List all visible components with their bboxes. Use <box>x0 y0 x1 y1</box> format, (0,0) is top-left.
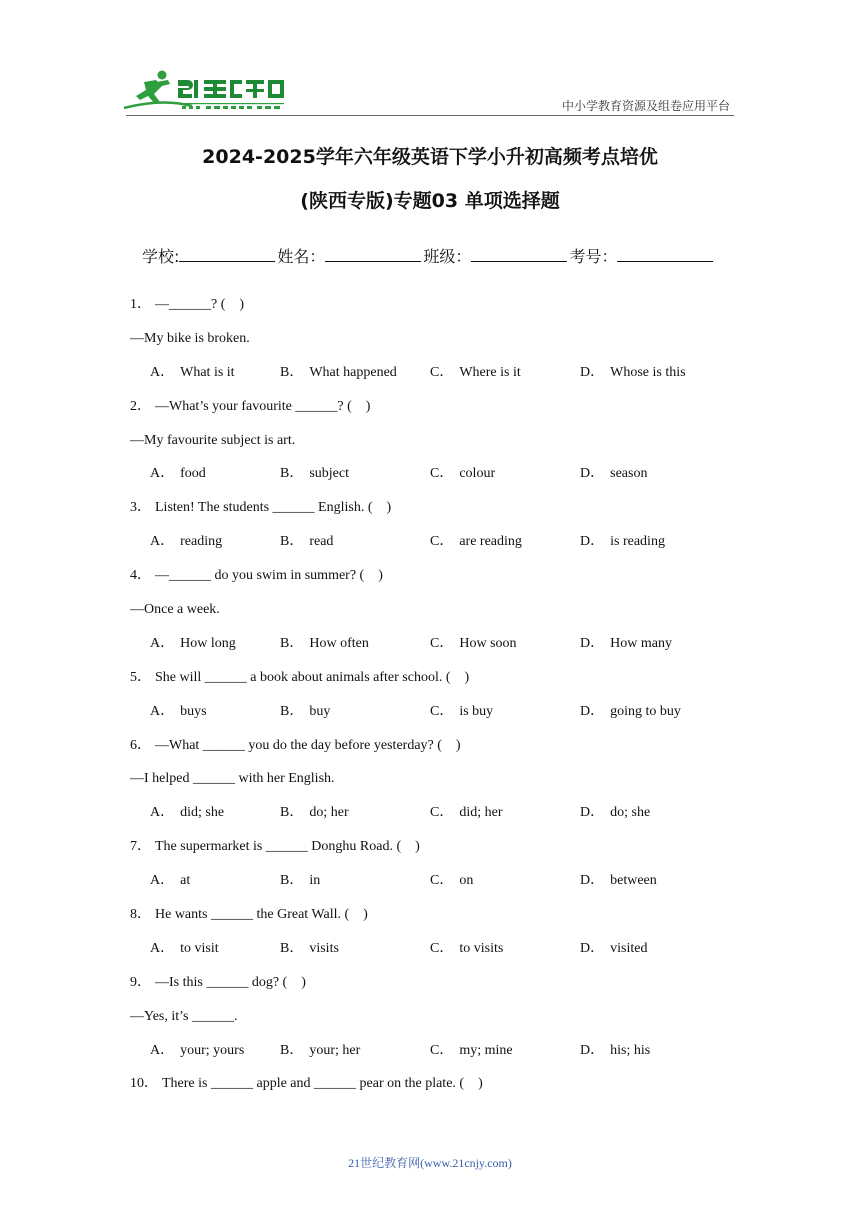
option-text: read <box>309 534 334 550</box>
option-letter: C． <box>430 805 454 821</box>
question-stem <box>130 974 730 1008</box>
question-text: —What ______ you do the day before yesterday? ( ) <box>155 737 461 753</box>
option-letter: C． <box>430 364 454 380</box>
option-text: Whose is this <box>610 364 686 380</box>
options-row <box>130 804 730 838</box>
options-row <box>130 872 730 906</box>
option-b[interactable] <box>280 635 369 653</box>
option-letter: A． <box>150 364 175 380</box>
student-info-row <box>142 244 715 267</box>
option-text: going to buy <box>610 703 681 719</box>
platform-name: 中小学教育资源及组卷应用平台 <box>561 99 730 113</box>
option-text: How often <box>309 635 369 651</box>
option-letter: B． <box>280 1042 304 1058</box>
option-letter: D． <box>580 635 605 651</box>
question-text: He wants ______ the Great Wall. ( ) <box>155 907 368 923</box>
option-text: is reading <box>610 534 665 550</box>
option-text: to visits <box>459 940 504 956</box>
question-text: She will ______ a book about animals after school. ( ) <box>155 669 470 685</box>
option-letter: B． <box>280 534 304 550</box>
option-letter: A． <box>150 805 175 821</box>
option-b[interactable] <box>280 872 320 890</box>
options-row <box>130 465 730 499</box>
question-stem <box>130 737 730 771</box>
option-letter: A． <box>150 873 175 889</box>
option-b[interactable] <box>280 1042 360 1060</box>
option-c[interactable] <box>430 703 493 721</box>
option-letter: C． <box>430 1042 454 1058</box>
option-text: visited <box>610 940 648 956</box>
question-stem <box>130 296 730 330</box>
option-text: How long <box>180 635 236 651</box>
name-field[interactable] <box>325 245 421 262</box>
option-letter: D． <box>580 805 605 821</box>
question-stem <box>130 1075 730 1109</box>
option-text: to visit <box>180 940 219 956</box>
option-d[interactable] <box>580 635 672 653</box>
option-c[interactable] <box>430 1042 513 1060</box>
number-label: 考号： <box>569 247 618 266</box>
option-c[interactable] <box>430 872 473 890</box>
options-row <box>130 1042 730 1076</box>
option-text: your; yours <box>180 1042 245 1058</box>
question-reply: —My bike is broken. <box>130 330 250 346</box>
option-letter: A． <box>150 635 175 651</box>
class-field[interactable] <box>471 245 567 262</box>
option-text: What happened <box>309 364 397 380</box>
option-a[interactable] <box>150 465 206 483</box>
option-d[interactable] <box>580 533 665 551</box>
option-d[interactable] <box>580 804 650 822</box>
school-field[interactable] <box>179 245 275 262</box>
option-text: do; her <box>309 805 349 821</box>
page-header <box>0 0 860 118</box>
question-stem <box>130 669 730 703</box>
question-stem <box>130 499 730 533</box>
option-letter: D． <box>580 940 605 956</box>
question-number: 1． <box>130 297 151 312</box>
option-letter: C． <box>430 940 454 956</box>
option-letter: C． <box>430 635 454 651</box>
option-a[interactable] <box>150 940 219 958</box>
question-text: —Is this ______ dog? ( ) <box>155 974 306 990</box>
question-number: 3． <box>130 500 151 516</box>
option-letter: B． <box>280 364 304 380</box>
option-letter: A． <box>150 940 175 956</box>
option-letter: B． <box>280 805 304 821</box>
option-text: season <box>610 466 648 482</box>
option-text: reading <box>180 534 223 550</box>
question-list <box>130 296 730 1109</box>
question-number: 6． <box>130 737 151 753</box>
option-c[interactable] <box>430 804 503 822</box>
page-footer: 21世纪教育网(www.21cnjy.com) <box>348 1156 512 1170</box>
options-row <box>130 364 730 398</box>
option-letter: A． <box>150 703 175 719</box>
option-c[interactable] <box>430 533 522 551</box>
option-a[interactable] <box>150 635 236 653</box>
question-reply: —Yes, it’s ______. <box>130 1008 238 1024</box>
options-row <box>130 940 730 974</box>
logo-21cnjy-icon <box>122 68 292 114</box>
option-b[interactable] <box>280 703 330 721</box>
option-letter: D． <box>580 1042 605 1058</box>
question-stem <box>130 567 730 601</box>
question-reply: —Once a week. <box>130 602 220 618</box>
option-a[interactable] <box>150 703 207 721</box>
option-text: his; his <box>610 1042 651 1058</box>
option-letter: C． <box>430 873 454 889</box>
option-b[interactable] <box>280 940 339 958</box>
option-d[interactable] <box>580 364 686 382</box>
option-b[interactable] <box>280 804 349 822</box>
options-row <box>130 703 730 737</box>
option-letter: C． <box>430 703 454 719</box>
option-text: Where is it <box>459 364 521 380</box>
option-letter: D． <box>580 873 605 889</box>
option-text: How soon <box>459 635 517 651</box>
question-reply: —I helped ______ with her English. <box>130 771 335 787</box>
option-letter: D． <box>580 466 605 482</box>
options-row <box>130 533 730 567</box>
option-text: my; mine <box>459 1042 513 1058</box>
option-text: buys <box>180 703 207 719</box>
option-b[interactable] <box>280 364 397 382</box>
option-a[interactable] <box>150 872 190 890</box>
option-a[interactable] <box>150 804 224 822</box>
option-letter: C． <box>430 466 454 482</box>
option-text: subject <box>309 466 349 482</box>
option-c[interactable] <box>430 465 495 483</box>
question-stem <box>130 838 730 872</box>
option-letter: C． <box>430 534 454 550</box>
option-letter: D． <box>580 534 605 550</box>
question-number: 5． <box>130 669 151 685</box>
page-title: 2024-2025学年六年级英语下学小升初高频考点培优 <box>202 146 658 168</box>
question-text: —What’s your favourite ______? ( ) <box>155 398 371 414</box>
question-text: —______ do you swim in summer? ( ) <box>155 568 383 584</box>
option-a[interactable] <box>150 364 235 382</box>
option-letter: B． <box>280 466 304 482</box>
option-letter: A． <box>150 1042 175 1058</box>
question-text: Listen! The students ______ English. ( ) <box>155 500 392 516</box>
option-letter: B． <box>280 703 304 719</box>
option-c[interactable] <box>430 364 521 382</box>
name-label: 姓名： <box>277 247 326 266</box>
option-text: colour <box>459 466 496 482</box>
question-number: 10． <box>130 1076 158 1092</box>
option-text: did; her <box>459 805 503 821</box>
class-label: 班级： <box>423 247 472 266</box>
question-text: —______? ( ) <box>155 297 245 312</box>
question-number: 8． <box>130 907 151 923</box>
question-reply: —My favourite subject is art. <box>130 432 296 448</box>
option-text: between <box>610 873 657 889</box>
option-letter: D． <box>580 364 605 380</box>
number-field[interactable] <box>617 245 713 262</box>
options-row <box>130 635 730 669</box>
option-letter: D． <box>580 703 605 719</box>
question-number: 7． <box>130 839 151 855</box>
question-text: There is ______ apple and ______ pear on the plate. ( ) <box>162 1076 483 1092</box>
option-letter: A． <box>150 534 175 550</box>
option-letter: B． <box>280 635 304 651</box>
option-text: What is it <box>180 364 235 380</box>
option-d[interactable] <box>580 1042 650 1060</box>
option-text: are reading <box>459 534 522 550</box>
option-letter: A． <box>150 466 175 482</box>
question-stem <box>130 398 730 432</box>
school-label: 学校: <box>142 247 180 266</box>
option-letter: B． <box>280 940 304 956</box>
option-b[interactable] <box>280 533 333 551</box>
option-text: visits <box>309 940 339 956</box>
option-text: How many <box>610 635 672 651</box>
option-text: in <box>309 873 321 889</box>
option-c[interactable] <box>430 635 517 653</box>
question-number: 2． <box>130 398 151 414</box>
option-text: your; her <box>309 1042 361 1058</box>
option-text: is buy <box>459 703 494 719</box>
option-text: buy <box>309 703 331 719</box>
option-d[interactable] <box>580 872 657 890</box>
option-c[interactable] <box>430 940 503 958</box>
question-text: The supermarket is ______ Donghu Road. ( ) <box>155 839 420 855</box>
question-stem <box>130 906 730 940</box>
option-text: on <box>459 873 474 889</box>
header-divider <box>126 115 734 116</box>
option-d[interactable] <box>580 703 681 721</box>
question-number: 4． <box>130 568 151 584</box>
question-number: 9． <box>130 974 151 990</box>
option-d[interactable] <box>580 465 647 483</box>
option-a[interactable] <box>150 1042 244 1060</box>
option-b[interactable] <box>280 465 349 483</box>
option-text: at <box>180 873 191 889</box>
option-text: do; she <box>610 805 651 821</box>
option-text: food <box>180 466 206 482</box>
option-letter: B． <box>280 873 304 889</box>
page-subtitle: (陕西专版)专题03 单项选择题 <box>300 190 560 212</box>
option-d[interactable] <box>580 940 647 958</box>
option-text: did; she <box>180 805 225 821</box>
option-a[interactable] <box>150 533 222 551</box>
